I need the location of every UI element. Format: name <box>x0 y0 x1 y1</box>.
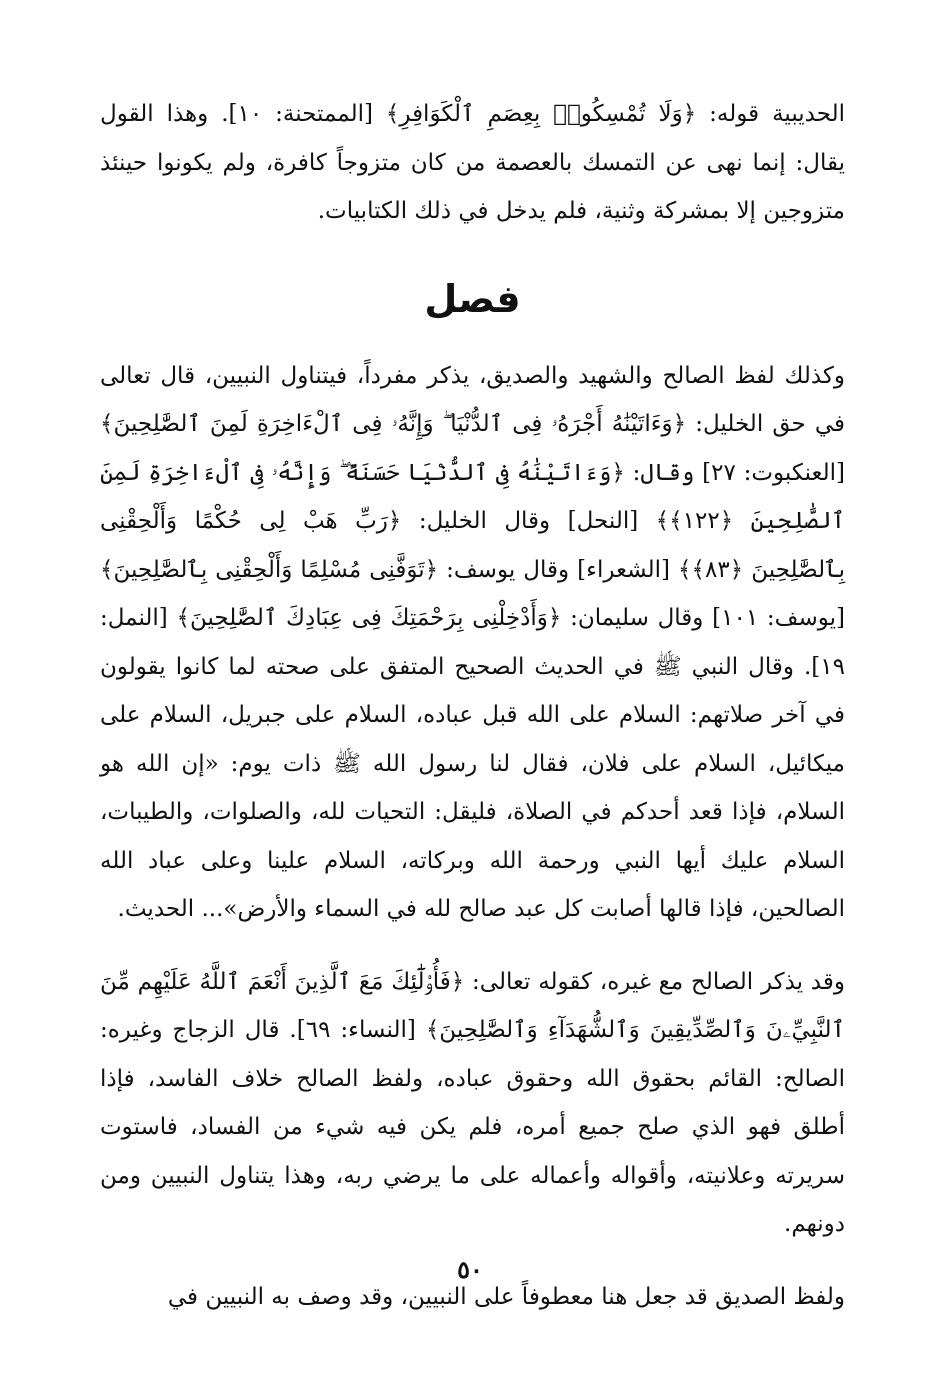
page-number: ٥٠ <box>457 1255 483 1284</box>
paragraph-continuation: الحديبية قوله: ﴿وَلَا تُمْسِكُوا۟ بِعِصَمِ ٱلْكَوَافِرِ﴾ [الممتحنة: ١٠]. وهذا القول يقال: إنما نهى عن التمسك بالعصمة من كان متزوجاً كافرة، ولم يكونوا حينئذ متزوجين إلا بمشركة وثنية، فلم يدخل في ذلك الكتابيات. <box>100 101 846 224</box>
paragraph-salih-with-others: وقد يذكر الصالح مع غيره، كقوله تعالى: ﴿فَأُو۟لَٰٓئِكَ مَعَ ٱلَّذِينَ أَنْعَمَ ٱللَّهُ عَلَيْهِم مِّنَ ٱلنَّبِيِّۦنَ وَٱلصِّدِّيقِينَ وَٱلشُّهَدَآءِ وَٱلصَّٰلِحِينَ﴾ [النساء: ٦٩]. قال الزجاج وغيره: الصالح: القائم بحقوق الله وحقوق عباده، ولفظ الصالح خلاف الفاسد، فإذا أطلق فهو الذي صلح جميع أمره، فلم يكن فيه شيء من الفساد، فاستوت سريرته وعلانيته، وأقواله وأعماله على ما يرضي ربه، وهذا يتناول النبيين ومن دونهم. <box>100 968 845 1237</box>
paragraph-salih-shahid-siddiq: وكذلك لفظ الصالح والشهيد والصديق، يذكر مفرداً، فيتناول النبيين، قال تعالى في حق الخليل: ﴿وَءَاتَيْنَٰهُ أَجْرَهُۥ فِى ٱلدُّنْيَا ۖ وَإِنَّهُۥ فِى ٱلْءَاخِرَةِ لَمِنَ ٱلصَّٰلِحِينَ﴾ [العنكبوت: ٢٧] وقال: ﴿وَءَاتَيْنَٰهُ فِى ٱلدُّنْيَا حَسَنَةً ۖ وَإِنَّهُۥ فِى ٱلْءَاخِرَةِ لَمِنَ ٱلصَّٰلِحِينَ ﴿١٢٢﴾﴾ [النحل] وقال الخليل: ﴿رَبِّ هَبْ لِى حُكْمًا وَأَلْحِقْنِى بِٱلصَّٰلِحِينَ ﴿٨٣﴾﴾ [الشعراء] وقال يوسف: ﴿تَوَفَّنِى مُسْلِمًا وَأَلْحِقْنِى بِٱلصَّٰلِحِينَ﴾ [يوسف: ١٠١] وقال سليمان: ﴿وَأَدْخِلْنِى بِرَحْمَتِكَ فِى عِبَادِكَ ٱلصَّٰلِحِينَ﴾ [النمل: ١٩]. وقال النبي ﷺ في الحديث الصحيح المتفق على صحته لما كانوا يقولون في آخر صلاتهم: السلام على الله قبل عباده، السلام على جبريل، السلام على ميكائيل، السلام على فلان، فقال لنا رسول الله ﷺ ذات يوم: «إن الله هو السلام، فإذا قعد أحدكم في الصلاة، فليقل: التحيات لله، والصلوات، والطيبات، السلام عليك أيها النبي ورحمة الله وبركاته، السلام علينا وعلى عباد الله الصالحين، فإذا قالها أصابت كل عبد صالح لله في السماء والأرض»... الحديث. <box>100 362 846 922</box>
paragraph-siddiq: ولفظ الصديق قد جعل هنا معطوفاً على النبيين، وقد وصف به النبيين في <box>167 1283 845 1310</box>
section-heading: فصل <box>424 276 521 321</box>
page-body <box>100 90 845 1310</box>
